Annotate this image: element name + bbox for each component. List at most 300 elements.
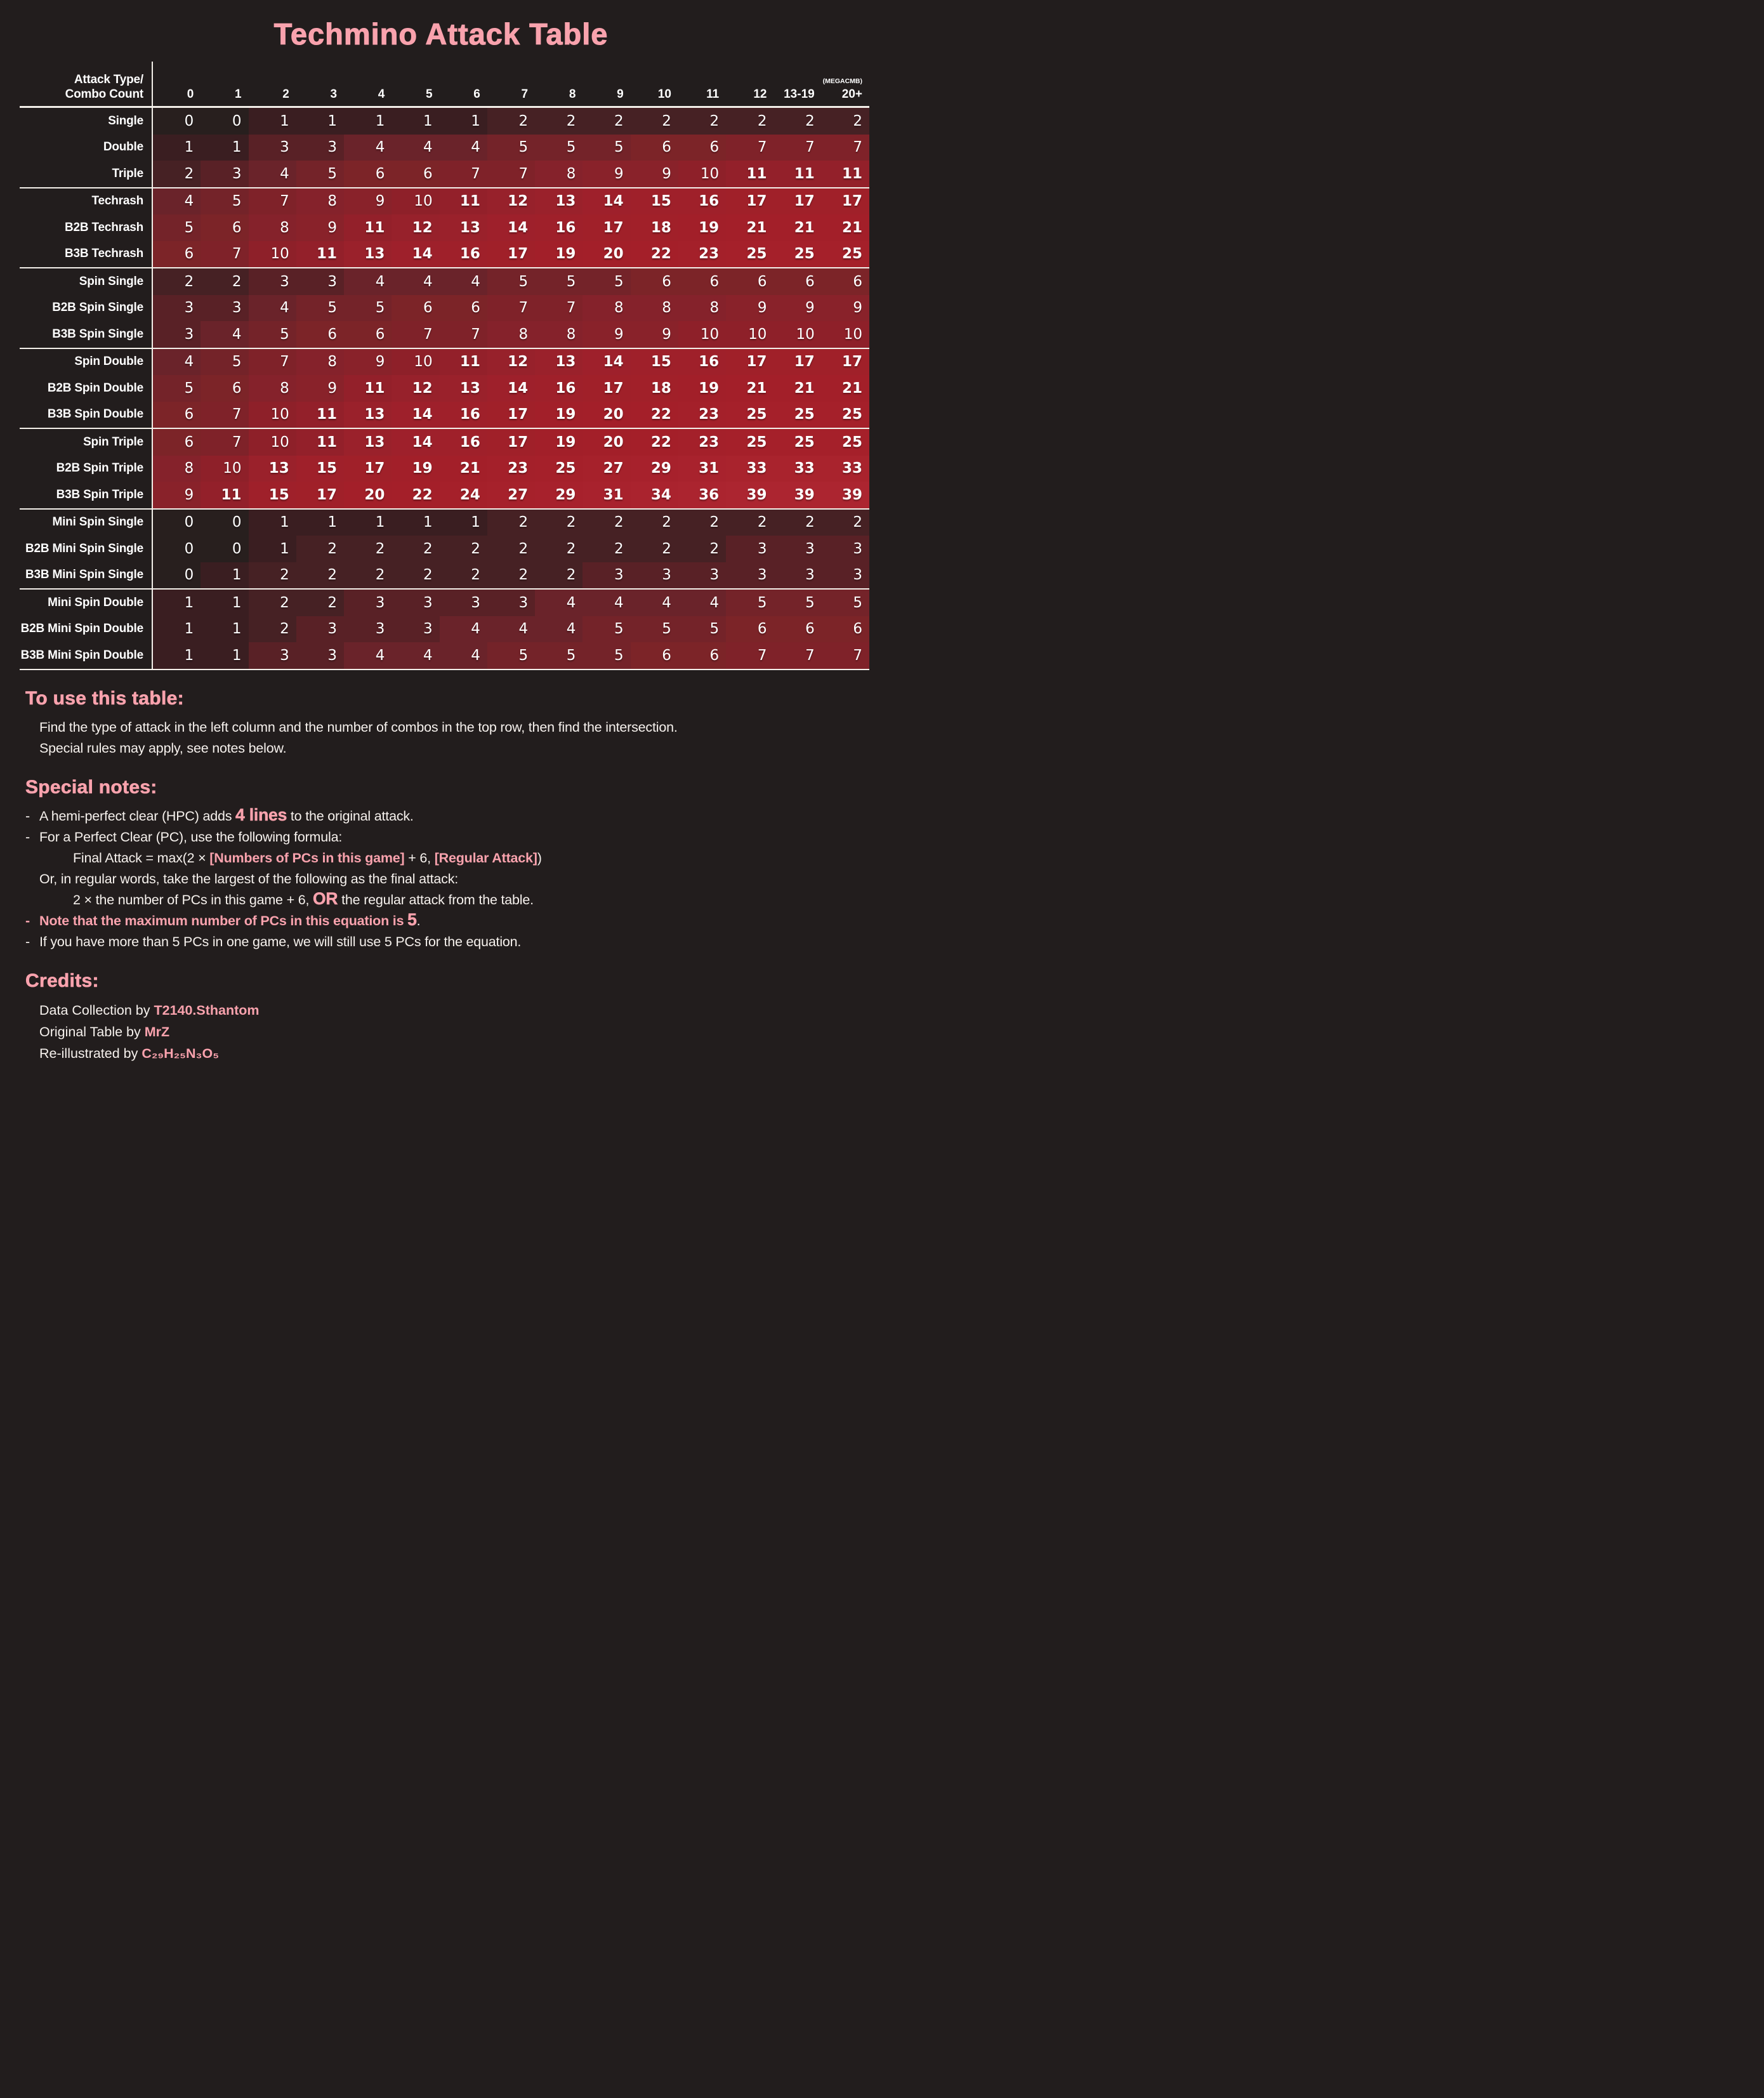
value-cell: 10 (822, 321, 869, 348)
value-cell: 2 (392, 536, 439, 562)
value-cell: 8 (535, 161, 583, 187)
value-cell: 9 (773, 295, 821, 322)
row-label: Mini Spin Double (20, 590, 153, 616)
note-text (39, 827, 857, 848)
table-row (20, 188, 869, 215)
value-cell: 25 (726, 429, 773, 456)
value-cell: 13 (440, 214, 487, 241)
table-row (20, 268, 869, 295)
value-cell: 1 (153, 135, 201, 161)
table-row (20, 108, 869, 135)
value-cell: 14 (583, 349, 630, 376)
value-cell: 1 (440, 108, 487, 135)
note-text (39, 869, 857, 890)
value-cell: 8 (153, 456, 201, 482)
value-cell: 5 (344, 295, 392, 322)
value-cell: 7 (392, 321, 439, 348)
value-cell: 2 (726, 108, 773, 135)
value-cell: 16 (678, 349, 726, 376)
row-label: Spin Single (20, 268, 153, 295)
column-header-7 (487, 62, 535, 106)
value-cell: 9 (153, 482, 201, 508)
value-cell: 8 (487, 321, 535, 348)
column-header-12 (726, 62, 773, 106)
note-item (25, 911, 857, 932)
value-cell: 39 (822, 482, 869, 508)
value-cell: 13 (344, 402, 392, 428)
attack-table (20, 62, 869, 670)
column-header-6 (440, 62, 487, 106)
value-cell: 9 (296, 375, 344, 402)
value-cell: 2 (440, 562, 487, 589)
value-cell: 3 (726, 562, 773, 589)
value-cell: 25 (822, 402, 869, 428)
value-cell: 17 (344, 456, 392, 482)
table-header-row (20, 62, 869, 108)
notes-list (25, 806, 857, 953)
value-cell: 6 (440, 295, 487, 322)
value-cell: 4 (392, 642, 439, 669)
value-cell: 5 (296, 161, 344, 187)
value-cell: 7 (487, 161, 535, 187)
value-cell: 2 (535, 510, 583, 536)
value-cell: 4 (344, 268, 392, 295)
value-cell: 6 (726, 268, 773, 295)
value-cell: 0 (201, 510, 248, 536)
value-cell: 10 (678, 161, 726, 187)
value-cell: 21 (773, 214, 821, 241)
value-cell: 3 (153, 321, 201, 348)
table-row (20, 161, 869, 187)
value-cell: 3 (344, 616, 392, 643)
value-cell: 1 (201, 590, 248, 616)
column-header-0 (153, 62, 201, 106)
credit-text: Original Table by (39, 1024, 145, 1039)
value-cell: 13 (344, 241, 392, 268)
value-cell: 1 (201, 616, 248, 643)
value-cell: 29 (535, 482, 583, 508)
value-cell: 6 (153, 402, 201, 428)
value-cell: 36 (678, 482, 726, 508)
value-cell: 17 (583, 214, 630, 241)
value-cell: 11 (296, 402, 344, 428)
value-cell: 21 (822, 214, 869, 241)
value-cell: 4 (249, 161, 296, 187)
corner-label-line1: Attack Type/ (74, 73, 143, 86)
note-item (25, 869, 857, 890)
note-segment: [Numbers of PCs in this game] (209, 850, 405, 866)
row-label: Spin Double (20, 349, 153, 376)
value-cell: 2 (344, 562, 392, 589)
value-cell: 4 (392, 135, 439, 161)
value-cell: 2 (392, 562, 439, 589)
table-row (20, 429, 869, 456)
value-cell: 3 (631, 562, 678, 589)
page-title: Techmino Attack Table (273, 17, 609, 51)
note-segment: A hemi-perfect clear (HPC) adds (39, 808, 236, 824)
value-cell: 3 (822, 562, 869, 589)
value-cell: 11 (344, 214, 392, 241)
value-cell: 3 (440, 590, 487, 616)
value-cell: 2 (487, 108, 535, 135)
note-segment: Final Attack = max(2 × (73, 850, 210, 866)
value-cell: 0 (201, 536, 248, 562)
value-cell: 2 (249, 562, 296, 589)
value-cell: 17 (487, 241, 535, 268)
value-cell: 11 (344, 375, 392, 402)
value-cell: 3 (201, 161, 248, 187)
value-cell: 7 (440, 321, 487, 348)
note-text (39, 911, 857, 932)
value-cell: 14 (392, 241, 439, 268)
value-cell: 11 (296, 241, 344, 268)
value-cell: 10 (249, 241, 296, 268)
table-group (20, 510, 869, 590)
column-header-label: 8 (569, 88, 576, 101)
row-label: B2B Techrash (20, 214, 153, 241)
value-cell: 9 (344, 349, 392, 376)
note-segment: the regular attack from the table. (338, 892, 534, 907)
note-segment: to the original attack. (287, 808, 414, 824)
credits-section (25, 970, 857, 1064)
value-cell: 6 (822, 268, 869, 295)
value-cell: 14 (392, 402, 439, 428)
usage-line: Find the type of attack in the left column and the number of combos in the top row, then find the intersection. (39, 719, 678, 735)
value-cell: 9 (631, 321, 678, 348)
row-label: Techrash (20, 188, 153, 215)
row-label: Spin Triple (20, 429, 153, 456)
row-label: B2B Spin Single (20, 295, 153, 322)
value-cell: 6 (773, 616, 821, 643)
corner-label-line2: Combo Count (65, 88, 143, 101)
value-cell: 3 (296, 642, 344, 669)
value-cell: 6 (392, 161, 439, 187)
column-header-10 (631, 62, 678, 106)
value-cell: 6 (631, 268, 678, 295)
row-label: B2B Mini Spin Double (20, 616, 153, 643)
value-cell: 1 (201, 135, 248, 161)
value-cell: 5 (583, 616, 630, 643)
value-cell: 6 (678, 268, 726, 295)
column-header-label: 4 (378, 88, 385, 101)
row-label: Double (20, 135, 153, 161)
value-cell: 5 (773, 590, 821, 616)
value-cell: 10 (249, 429, 296, 456)
note-segment: Or, in regular words, take the largest of the following as the final attack: (39, 871, 459, 887)
value-cell: 6 (631, 642, 678, 669)
value-cell: 2 (153, 268, 201, 295)
value-cell: 5 (631, 616, 678, 643)
value-cell: 4 (678, 590, 726, 616)
value-cell: 6 (392, 295, 439, 322)
note-segment: If you have more than 5 PCs in one game, we will still use 5 PCs for the equation. (39, 934, 522, 949)
row-label: B2B Spin Triple (20, 456, 153, 482)
value-cell: 7 (249, 188, 296, 215)
notes-section (25, 777, 857, 953)
bullet-dash: - (25, 829, 30, 845)
value-cell: 4 (535, 616, 583, 643)
column-header-8 (535, 62, 583, 106)
value-cell: 2 (487, 510, 535, 536)
value-cell: 15 (631, 188, 678, 215)
value-cell: 5 (487, 135, 535, 161)
value-cell: 15 (249, 482, 296, 508)
value-cell: 2 (583, 536, 630, 562)
row-label: B3B Spin Triple (20, 482, 153, 508)
note-segment: For a Perfect Clear (PC), use the following formula: (39, 829, 343, 845)
value-cell: 19 (678, 214, 726, 241)
value-cell: 7 (535, 295, 583, 322)
value-cell: 2 (631, 108, 678, 135)
bullet-dash: - (25, 913, 30, 928)
value-cell: 2 (535, 562, 583, 589)
value-cell: 19 (535, 429, 583, 456)
value-cell: 21 (726, 214, 773, 241)
column-header-label: 3 (330, 88, 338, 101)
table-row (20, 536, 869, 562)
value-cell: 1 (201, 642, 248, 669)
value-cell: 5 (249, 321, 296, 348)
note-segment: [Regular Attack] (434, 850, 537, 866)
value-cell: 18 (631, 214, 678, 241)
value-cell: 39 (773, 482, 821, 508)
note-text (39, 806, 857, 827)
value-cell: 2 (344, 536, 392, 562)
column-header-label: 11 (706, 88, 720, 101)
value-cell: 11 (726, 161, 773, 187)
value-cell: 17 (822, 349, 869, 376)
value-cell: 2 (583, 108, 630, 135)
value-cell: 4 (153, 188, 201, 215)
value-cell: 8 (296, 349, 344, 376)
value-cell: 8 (249, 375, 296, 402)
value-cell: 4 (344, 135, 392, 161)
value-cell: 20 (583, 402, 630, 428)
value-cell: 16 (440, 241, 487, 268)
value-cell: 6 (201, 375, 248, 402)
value-cell: 6 (773, 268, 821, 295)
value-cell: 5 (487, 642, 535, 669)
value-cell: 9 (631, 161, 678, 187)
value-cell: 17 (773, 349, 821, 376)
value-cell: 3 (296, 135, 344, 161)
table-row (20, 241, 869, 268)
value-cell: 4 (440, 268, 487, 295)
value-cell: 4 (583, 590, 630, 616)
value-cell: 8 (296, 188, 344, 215)
note-item (25, 848, 857, 869)
value-cell: 2 (583, 510, 630, 536)
value-cell: 13 (249, 456, 296, 482)
value-cell: 2 (153, 161, 201, 187)
value-cell: 2 (535, 108, 583, 135)
value-cell: 0 (153, 510, 201, 536)
value-cell: 0 (201, 108, 248, 135)
value-cell: 10 (392, 349, 439, 376)
value-cell: 12 (487, 188, 535, 215)
value-cell: 0 (153, 562, 201, 589)
value-cell: 25 (726, 402, 773, 428)
credit-text: Re-illustrated by (39, 1045, 142, 1061)
table-row (20, 562, 869, 589)
value-cell: 7 (201, 402, 248, 428)
value-cell: 19 (392, 456, 439, 482)
value-cell: 4 (440, 135, 487, 161)
value-cell: 13 (344, 429, 392, 456)
note-item (25, 806, 857, 827)
column-header-label: 0 (187, 88, 194, 101)
value-cell: 3 (249, 135, 296, 161)
value-cell: 3 (822, 536, 869, 562)
credit-text: Data Collection by (39, 1002, 154, 1018)
value-cell: 22 (392, 482, 439, 508)
value-cell: 3 (344, 590, 392, 616)
usage-heading: To use this table: (25, 687, 184, 709)
value-cell: 20 (583, 241, 630, 268)
value-cell: 5 (296, 295, 344, 322)
column-header-20+ (822, 62, 869, 106)
corner-label (20, 62, 153, 106)
note-segment: 2 × the number of PCs in this game + 6, (73, 892, 313, 907)
value-cell: 7 (249, 349, 296, 376)
value-cell: 31 (583, 482, 630, 508)
usage-line: Special rules may apply, see notes below. (39, 740, 287, 756)
value-cell: 6 (153, 429, 201, 456)
value-cell: 18 (631, 375, 678, 402)
value-cell: 10 (249, 402, 296, 428)
value-cell: 3 (249, 268, 296, 295)
column-header-label: 6 (473, 88, 480, 101)
value-cell: 5 (726, 590, 773, 616)
value-cell: 1 (153, 616, 201, 643)
column-header-label: 10 (657, 88, 671, 101)
column-header-3 (296, 62, 344, 106)
value-cell: 13 (535, 188, 583, 215)
row-label: Mini Spin Single (20, 510, 153, 536)
value-cell: 15 (631, 349, 678, 376)
value-cell: 3 (249, 642, 296, 669)
column-header-5 (392, 62, 439, 106)
column-header-9 (583, 62, 630, 106)
value-cell: 3 (773, 536, 821, 562)
value-cell: 4 (631, 590, 678, 616)
credit-name: MrZ (144, 1024, 170, 1039)
credit-name: T2140.Sthantom (154, 1002, 260, 1018)
value-cell: 8 (583, 295, 630, 322)
value-cell: 6 (296, 321, 344, 348)
value-cell: 27 (487, 482, 535, 508)
note-segment: . (416, 913, 421, 928)
note-segment: 4 lines (235, 805, 287, 824)
value-cell: 25 (822, 429, 869, 456)
value-cell: 2 (726, 510, 773, 536)
value-cell: 1 (296, 108, 344, 135)
value-cell: 7 (773, 642, 821, 669)
value-cell: 13 (535, 349, 583, 376)
value-cell: 8 (631, 295, 678, 322)
value-cell: 21 (440, 456, 487, 482)
value-cell: 21 (726, 375, 773, 402)
value-cell: 9 (296, 214, 344, 241)
value-cell: 39 (726, 482, 773, 508)
column-header-label: 13-19 (784, 88, 815, 101)
value-cell: 5 (535, 135, 583, 161)
credits-heading: Credits: (25, 970, 99, 991)
value-cell: 6 (678, 135, 726, 161)
value-cell: 9 (583, 161, 630, 187)
value-cell: 6 (344, 161, 392, 187)
value-cell: 5 (201, 349, 248, 376)
value-cell: 10 (726, 321, 773, 348)
row-label: B3B Techrash (20, 241, 153, 268)
bullet-dash: - (25, 808, 30, 824)
row-label: B3B Mini Spin Double (20, 642, 153, 669)
table-row (20, 295, 869, 322)
value-cell: 5 (822, 590, 869, 616)
row-label: B3B Mini Spin Single (20, 562, 153, 589)
table-row (20, 590, 869, 616)
value-cell: 14 (487, 214, 535, 241)
value-cell: 24 (440, 482, 487, 508)
value-cell: 16 (678, 188, 726, 215)
value-cell: 1 (201, 562, 248, 589)
value-cell: 19 (678, 375, 726, 402)
value-cell: 2 (296, 536, 344, 562)
column-header-4 (344, 62, 392, 106)
table-group (20, 429, 869, 510)
value-cell: 3 (392, 616, 439, 643)
note-text (73, 848, 857, 869)
column-header-label: 12 (753, 88, 767, 101)
column-header-label: 9 (617, 88, 624, 101)
value-cell: 5 (583, 268, 630, 295)
value-cell: 3 (392, 590, 439, 616)
value-cell: 9 (344, 188, 392, 215)
value-cell: 17 (726, 188, 773, 215)
value-cell: 11 (773, 161, 821, 187)
value-cell: 5 (487, 268, 535, 295)
value-cell: 11 (201, 482, 248, 508)
value-cell: 17 (773, 188, 821, 215)
value-cell: 25 (773, 402, 821, 428)
value-cell: 12 (392, 214, 439, 241)
value-cell: 1 (249, 108, 296, 135)
value-cell: 34 (631, 482, 678, 508)
value-cell: 1 (153, 642, 201, 669)
value-cell: 16 (535, 375, 583, 402)
column-header-label: 2 (282, 88, 289, 101)
row-label: Single (20, 108, 153, 135)
value-cell: 7 (726, 135, 773, 161)
value-cell: 23 (678, 241, 726, 268)
table-row (20, 616, 869, 643)
value-cell: 5 (678, 616, 726, 643)
value-cell: 7 (822, 135, 869, 161)
value-cell: 11 (440, 349, 487, 376)
table-row (20, 482, 869, 508)
table-row (20, 135, 869, 161)
value-cell: 2 (487, 536, 535, 562)
value-cell: 4 (201, 321, 248, 348)
value-cell: 22 (631, 402, 678, 428)
value-cell: 5 (201, 188, 248, 215)
value-cell: 22 (631, 429, 678, 456)
value-cell: 25 (773, 241, 821, 268)
value-cell: 17 (487, 402, 535, 428)
value-cell: 4 (487, 616, 535, 643)
value-cell: 7 (201, 241, 248, 268)
value-cell: 12 (392, 375, 439, 402)
